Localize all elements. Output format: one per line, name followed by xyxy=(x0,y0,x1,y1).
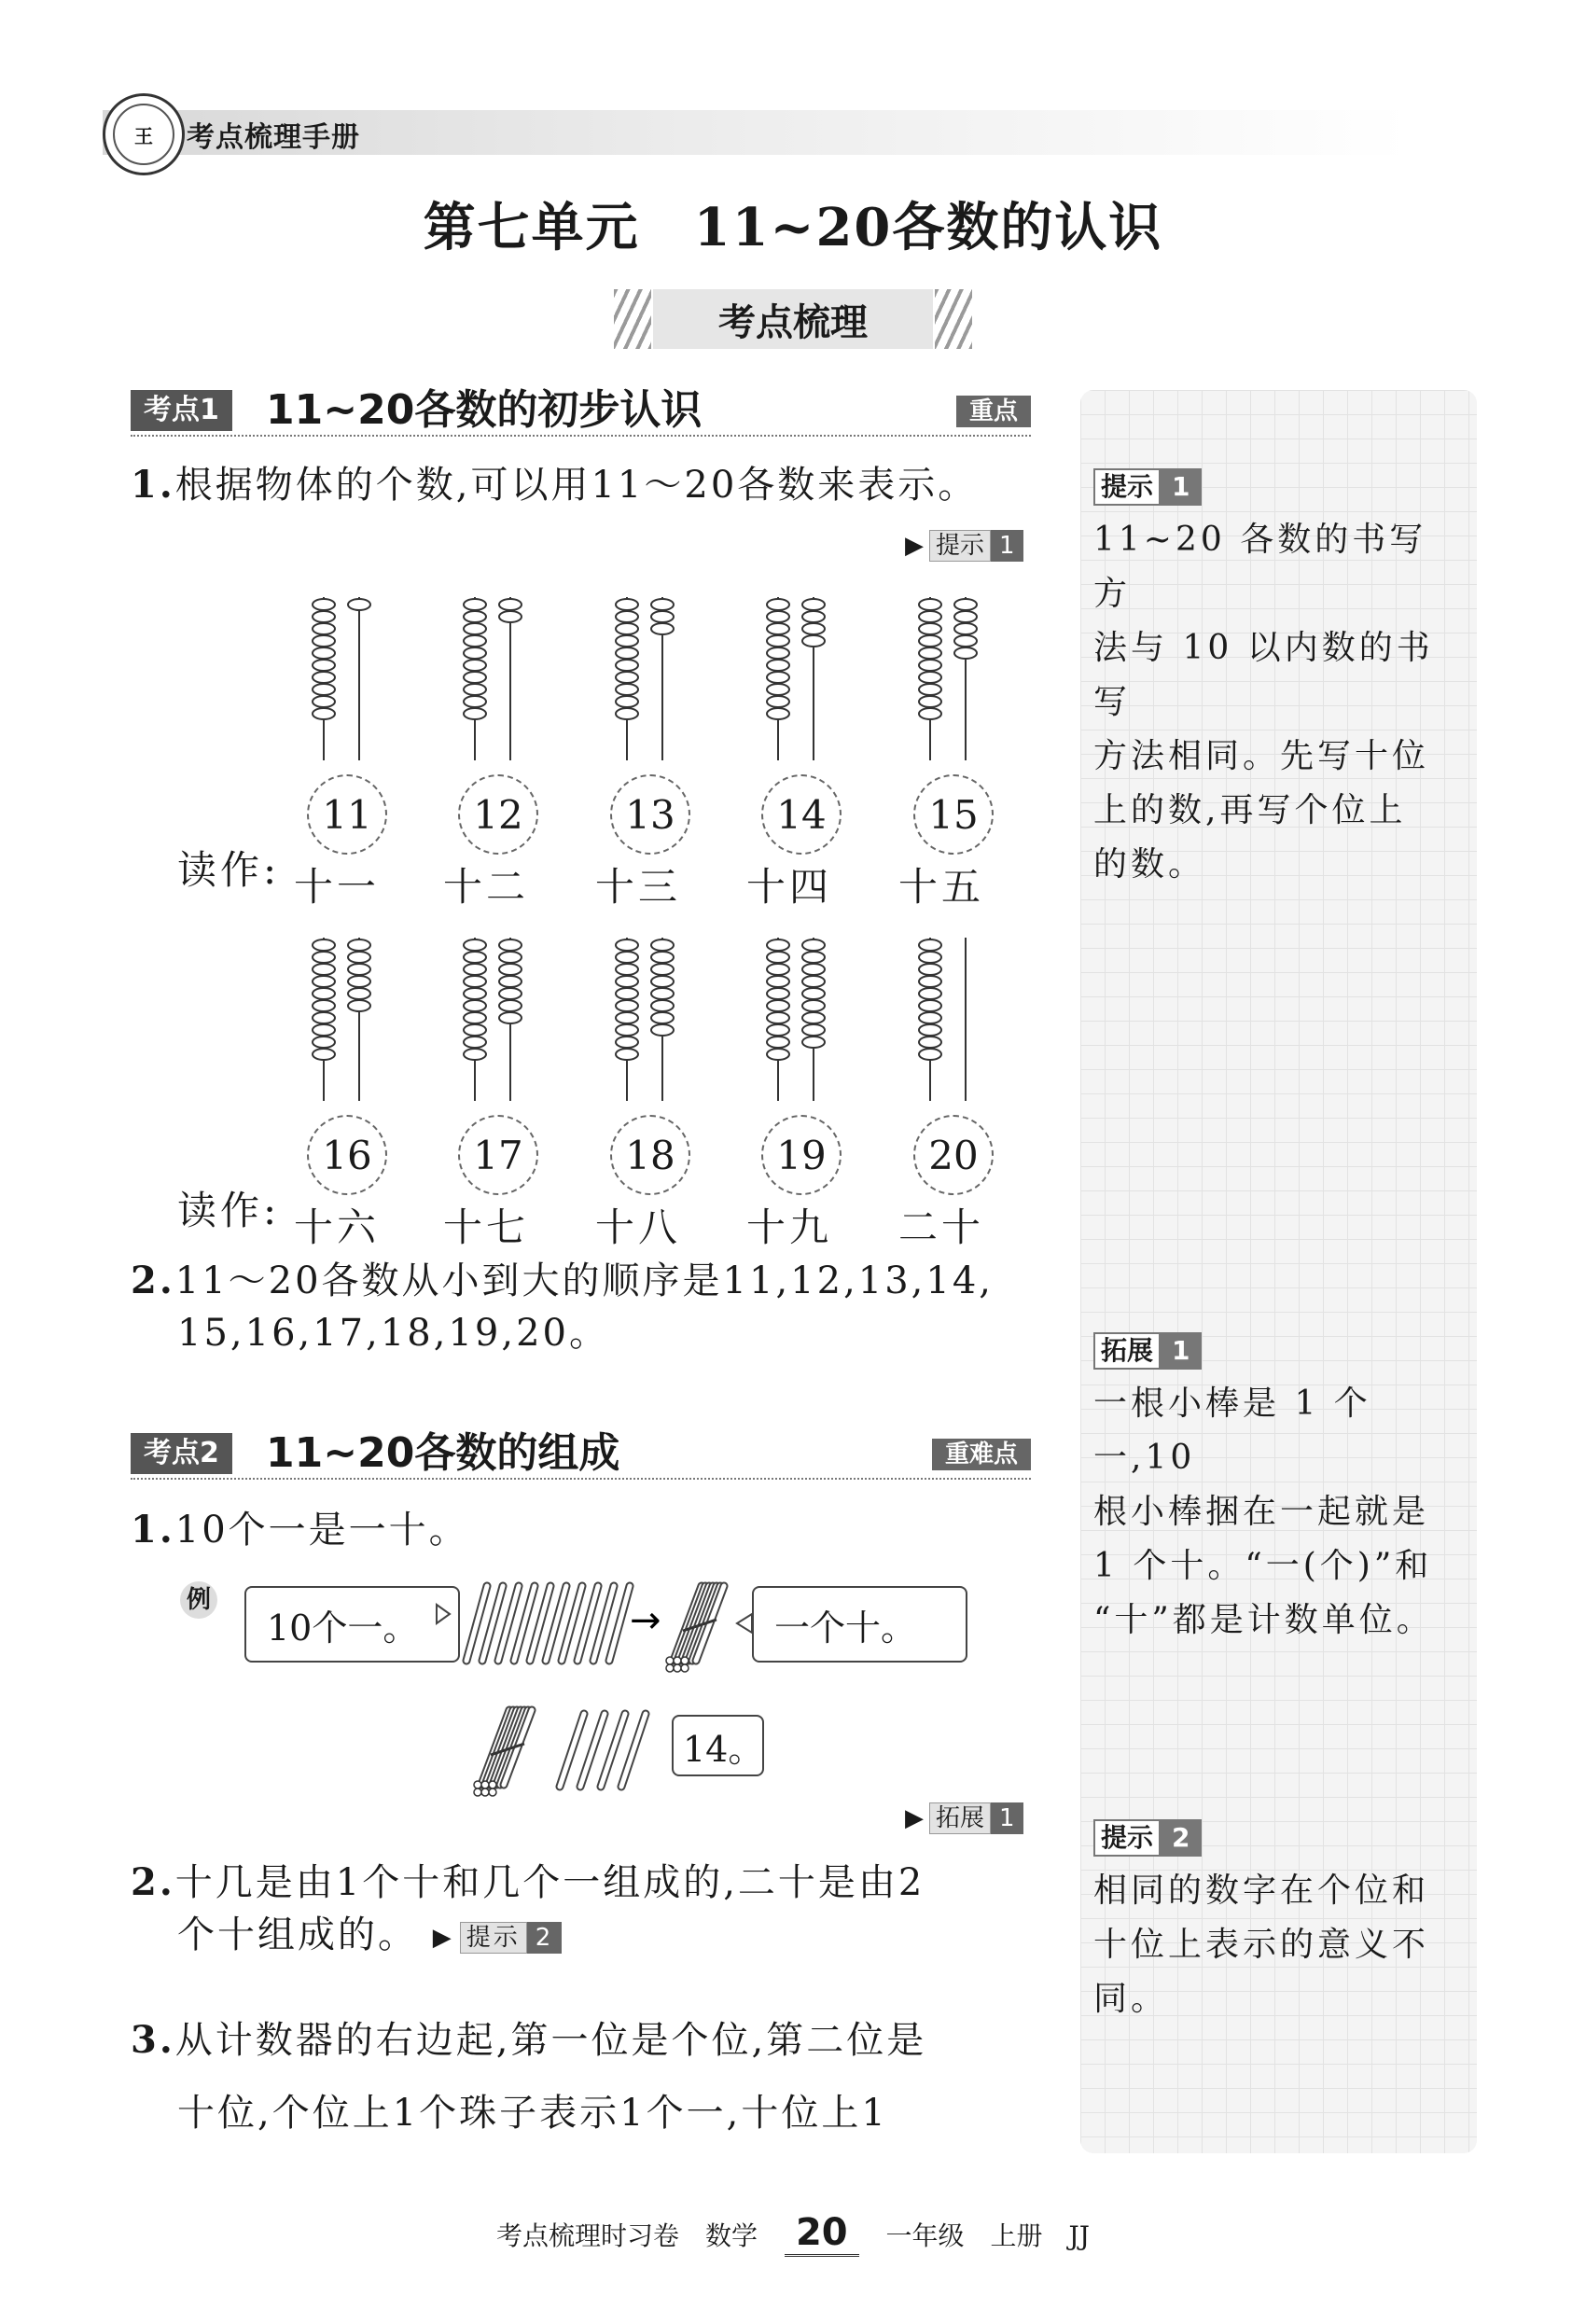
abacus-bead xyxy=(651,611,674,622)
abacus-icon xyxy=(910,588,994,765)
bubble-tail-left xyxy=(737,1614,752,1633)
logo-seal-icon: 王 xyxy=(113,104,174,165)
kaodian1-badge: 重点 xyxy=(956,396,1031,427)
abacus-bead xyxy=(919,952,941,963)
tip1-reference[interactable] xyxy=(905,530,1023,562)
fourteen-sticks-illustration xyxy=(466,1693,681,1805)
abacus-bead xyxy=(464,635,486,647)
side-tip1-text xyxy=(1093,513,1462,892)
abacus-bead xyxy=(313,1037,335,1048)
kaodian1-underline xyxy=(131,435,1031,437)
abacus-bead xyxy=(954,599,977,610)
stick-end xyxy=(674,1657,681,1664)
reading-text: 十五 xyxy=(898,864,985,910)
abacus-bead xyxy=(348,939,370,951)
abacus-bead xyxy=(954,635,977,647)
abacus-bead xyxy=(348,599,370,610)
abacus-bead xyxy=(919,1037,941,1048)
abacus-bead xyxy=(616,1024,638,1036)
abacus-bead xyxy=(651,952,674,963)
abacus-icon xyxy=(758,928,842,1106)
number-circle: 11 xyxy=(307,774,387,855)
line: 法与 10 以内数的书写 xyxy=(1093,629,1434,721)
read-prefix-2: 读作: xyxy=(177,1188,281,1233)
abacus-bead xyxy=(919,976,941,987)
ref-label: 提示 xyxy=(460,1922,527,1954)
side-ext1-tag xyxy=(1093,1332,1202,1370)
abacus-bead xyxy=(616,976,638,987)
abacus-bead xyxy=(464,988,486,999)
abacus-bead xyxy=(802,1000,825,1011)
side-tip2-text xyxy=(1093,1864,1462,2026)
abacus-bead xyxy=(616,611,638,622)
abacus-bead xyxy=(767,939,789,951)
abacus-icon xyxy=(303,928,387,1106)
tag-number: 1 xyxy=(1161,1332,1201,1370)
kp2-item3 xyxy=(131,2004,1054,2150)
abacus-bead xyxy=(767,1000,789,1011)
item-text-cont: 个十组成的。 xyxy=(177,1913,418,1956)
stick-end xyxy=(666,1664,674,1672)
abacus-bead xyxy=(616,988,638,999)
abacus-bead xyxy=(919,708,941,719)
abacus-bead xyxy=(499,1012,522,1023)
abacus-bead xyxy=(464,976,486,987)
reading-text: 十四 xyxy=(746,864,833,910)
stick-end xyxy=(481,1781,489,1788)
play-arrow-icon: ▶ xyxy=(432,1924,454,1952)
abacus-bead xyxy=(313,952,335,963)
side-tip2 xyxy=(1093,1819,1462,2026)
line: 11~20 各数的书写方 xyxy=(1093,521,1427,613)
abacus-bead xyxy=(767,599,789,610)
abacus-bead xyxy=(919,599,941,610)
abacus-bead xyxy=(616,939,638,951)
abacus-bead xyxy=(499,952,522,963)
ref-label: 拓展 xyxy=(929,1802,991,1834)
footer-book-title: 考点梳理时习卷 数学 xyxy=(496,2220,758,2251)
example-tag: 例 xyxy=(180,1581,217,1619)
reading-text: 十二 xyxy=(443,864,530,910)
abacus-bead xyxy=(313,623,335,634)
tag-number: 1 xyxy=(1161,468,1201,506)
abacus-bead xyxy=(464,660,486,671)
abacus-bead xyxy=(464,611,486,622)
side-tip1 xyxy=(1093,468,1462,892)
line: 一根小棒是 1 个一,10 xyxy=(1093,1385,1371,1477)
abacus-bead xyxy=(919,964,941,975)
stick-end xyxy=(674,1664,681,1672)
abacus-bead xyxy=(802,976,825,987)
play-arrow-icon: ▶ xyxy=(905,532,924,560)
abacus-bead xyxy=(651,964,674,975)
abacus-bead xyxy=(464,964,486,975)
line: “十”都是计数单位。 xyxy=(1093,1601,1434,1639)
abacus-bead xyxy=(767,1037,789,1048)
abacus-bead xyxy=(464,599,486,610)
abacus-bead xyxy=(348,976,370,987)
number-circle: 14 xyxy=(761,774,842,855)
abacus-bead xyxy=(464,1037,486,1048)
abacus-bead xyxy=(651,1012,674,1023)
number-circle: 20 xyxy=(913,1115,994,1195)
abacus-bead xyxy=(802,611,825,622)
abacus-bead xyxy=(802,1024,825,1036)
abacus-bead xyxy=(767,684,789,695)
kaodian2-badge: 重难点 xyxy=(932,1439,1031,1470)
footer-grade: 一年级 上册 JJ xyxy=(885,2220,1090,2251)
abacus-icon xyxy=(303,588,387,765)
reading-text: 十八 xyxy=(595,1204,682,1250)
line: 同。 xyxy=(1093,1980,1169,2018)
abacus-bead xyxy=(919,623,941,634)
item-number: 2. xyxy=(131,1860,175,1904)
abacus-bead xyxy=(651,1000,674,1011)
ref-number: 1 xyxy=(991,530,1023,562)
abacus-bead xyxy=(616,660,638,671)
abacus-bead xyxy=(802,964,825,975)
abacus-icon xyxy=(910,928,994,1106)
abacus-bead xyxy=(499,1000,522,1011)
section-banner xyxy=(653,289,933,349)
item-number: 1. xyxy=(131,463,175,507)
tip2-reference[interactable] xyxy=(433,1912,563,1964)
abacus-bead xyxy=(616,964,638,975)
abacus-bead xyxy=(919,1049,941,1060)
abacus-bead xyxy=(767,696,789,707)
abacus-icon xyxy=(758,588,842,765)
stick-end xyxy=(681,1657,689,1664)
abacus-icon xyxy=(454,588,538,765)
four-single-sticks xyxy=(560,1714,646,1787)
abacus-bead xyxy=(348,988,370,999)
stick-end xyxy=(489,1788,496,1796)
kaodian1-title: 11~20各数的初步认识 xyxy=(266,386,703,434)
item-number: 3. xyxy=(131,2018,175,2062)
item-text-cont: 十位,个位上1个珠子表示1个一,十位上1 xyxy=(177,2092,888,2135)
abacus-bead xyxy=(651,599,674,610)
bubble-ten-ones-text: 10个一。 xyxy=(267,1607,419,1649)
abacus-bead xyxy=(919,1000,941,1011)
kp1-item2 xyxy=(131,1255,1054,1359)
abacus-bead xyxy=(313,635,335,647)
item-text: 十几是由1个十和几个一组成的,二十是由2 xyxy=(174,1861,925,1904)
abacus-bead xyxy=(313,660,335,671)
stick-bundle-1 xyxy=(666,1586,724,1672)
kaodian2-tag: 考点2 xyxy=(131,1433,232,1474)
abacus-bead xyxy=(313,672,335,683)
abacus-bead xyxy=(651,988,674,999)
line: 相同的数字在个位和 xyxy=(1093,1872,1430,1910)
abacus-bead xyxy=(802,1012,825,1023)
reading-text: 十六 xyxy=(294,1204,381,1250)
number-circle: 13 xyxy=(610,774,690,855)
abacus-bead xyxy=(616,623,638,634)
reading-text: 十七 xyxy=(443,1204,530,1250)
abacus-bead xyxy=(499,611,522,622)
abacus-bead xyxy=(313,684,335,695)
ref-number: 2 xyxy=(527,1922,563,1954)
kp2-item2 xyxy=(131,1857,1054,1964)
abacus-bead xyxy=(464,696,486,707)
abacus-bead xyxy=(616,1000,638,1011)
arrow-icon: → xyxy=(630,1599,661,1642)
stick-end xyxy=(666,1657,674,1664)
brand-logo xyxy=(103,93,185,175)
abacus-bead xyxy=(802,952,825,963)
abacus-bead xyxy=(919,684,941,695)
abacus-bead xyxy=(802,623,825,634)
abacus-bead xyxy=(919,647,941,659)
item-text: 从计数器的右边起,第一位是个位,第二位是 xyxy=(174,2019,927,2062)
reading-text: 十一 xyxy=(294,864,381,910)
abacus-bead xyxy=(464,952,486,963)
abacus-bead xyxy=(767,647,789,659)
header-label: 考点梳理手册 xyxy=(187,121,360,154)
abacus-bead xyxy=(313,1000,335,1011)
line: 的数。 xyxy=(1093,845,1206,884)
stick-end xyxy=(481,1788,489,1796)
abacus-icon xyxy=(454,928,538,1106)
abacus-bead xyxy=(767,976,789,987)
bubble-fourteen-text: 14。 xyxy=(683,1728,764,1770)
abacus-bead xyxy=(464,1049,486,1060)
abacus-bead xyxy=(802,939,825,951)
number-circle: 19 xyxy=(761,1115,842,1195)
abacus-bead xyxy=(464,1024,486,1036)
abacus-bead xyxy=(919,1012,941,1023)
abacus-bead xyxy=(802,599,825,610)
abacus-bead xyxy=(616,952,638,963)
abacus-bead xyxy=(616,647,638,659)
ten-single-sticks xyxy=(482,1586,630,1661)
abacus-bead xyxy=(919,660,941,671)
number-circle: 16 xyxy=(307,1115,387,1195)
abacus-bead xyxy=(499,976,522,987)
line: 方法相同。先写十位 xyxy=(1093,737,1430,775)
abacus-bead xyxy=(802,1037,825,1048)
abacus-bead xyxy=(651,976,674,987)
abacus-bead xyxy=(313,696,335,707)
abacus-bead xyxy=(616,599,638,610)
abacus-bead xyxy=(802,635,825,647)
abacus-bead xyxy=(616,672,638,683)
item-text: 11～20各数从小到大的顺序是11,12,13,14, xyxy=(174,1259,995,1302)
number-circle: 15 xyxy=(913,774,994,855)
kaodian1-tag: 考点1 xyxy=(131,390,232,431)
stick-bundle-2 xyxy=(474,1710,532,1796)
bubble-tail-right xyxy=(437,1605,450,1623)
abacus-bead xyxy=(767,1049,789,1060)
abacus-bead xyxy=(919,1024,941,1036)
abacus-icon xyxy=(606,928,690,1106)
abacus-bead xyxy=(499,939,522,951)
tag-number: 2 xyxy=(1161,1819,1201,1857)
abacus-bead xyxy=(313,939,335,951)
number-circle: 17 xyxy=(458,1115,538,1195)
item-text: 10个一是一十。 xyxy=(174,1509,469,1552)
abacus-bead xyxy=(313,708,335,719)
abacus-bead xyxy=(499,599,522,610)
abacus-bead xyxy=(954,647,977,659)
abacus-bead xyxy=(348,1000,370,1011)
abacus-bead xyxy=(767,1012,789,1023)
read-prefix-1: 读作: xyxy=(177,847,281,893)
item-text: 根据物体的个数,可以用11～20各数来表示。 xyxy=(174,464,979,507)
abacus-bead xyxy=(313,1024,335,1036)
hatch-decoration-right xyxy=(935,289,972,349)
abacus-bead xyxy=(919,988,941,999)
abacus-bead xyxy=(919,672,941,683)
abacus-bead xyxy=(313,1049,335,1060)
abacus-bead xyxy=(313,1012,335,1023)
side-ext1-text xyxy=(1093,1377,1462,1648)
abacus-bead xyxy=(616,684,638,695)
abacus-bead xyxy=(313,976,335,987)
bubble-ten-ones xyxy=(244,1586,460,1663)
abacus-bead xyxy=(348,964,370,975)
abacus-bead xyxy=(348,952,370,963)
abacus-bead xyxy=(313,599,335,610)
stick-end xyxy=(474,1781,481,1788)
abacus-bead xyxy=(464,708,486,719)
abacus-bead xyxy=(616,1012,638,1023)
tag-label: 提示 xyxy=(1093,1819,1161,1857)
abacus-bead xyxy=(313,964,335,975)
abacus-bead xyxy=(767,623,789,634)
side-tip2-tag xyxy=(1093,1819,1202,1857)
abacus-bead xyxy=(919,611,941,622)
abacus-bead xyxy=(464,939,486,951)
abacus-bead xyxy=(651,1024,674,1036)
abacus-bead xyxy=(767,708,789,719)
hatch-decoration-left xyxy=(614,289,651,349)
item-text-cont: 15,16,17,18,19,20。 xyxy=(177,1312,609,1355)
abacus-icon xyxy=(606,588,690,765)
abacus-bead xyxy=(767,988,789,999)
abacus-bead xyxy=(464,684,486,695)
kaodian1-header xyxy=(131,384,1031,437)
stick-end xyxy=(474,1788,481,1796)
abacus-bead xyxy=(616,696,638,707)
abacus-bead xyxy=(954,611,977,622)
abacus-bead xyxy=(464,623,486,634)
reading-text: 十三 xyxy=(595,864,682,910)
bubble-one-ten-text: 一个十。 xyxy=(774,1607,917,1649)
abacus-bead xyxy=(767,952,789,963)
reading-text: 二十 xyxy=(898,1204,985,1250)
section-banner-label: 考点梳理 xyxy=(718,300,868,344)
ref-number: 1 xyxy=(991,1802,1023,1834)
item-number: 1. xyxy=(131,1508,175,1552)
kp1-item1 xyxy=(131,459,1045,511)
number-circle: 12 xyxy=(458,774,538,855)
unit-title: 第七单元 11~20各数的认识 xyxy=(423,197,1163,258)
abacus-bead xyxy=(651,623,674,634)
line: 根小棒捆在一起就是 xyxy=(1093,1493,1430,1531)
abacus-bead xyxy=(616,635,638,647)
abacus-bead xyxy=(767,1024,789,1036)
abacus-bead xyxy=(767,964,789,975)
ext1-reference[interactable] xyxy=(905,1802,1023,1834)
abacus-bead xyxy=(313,647,335,659)
abacus-bead xyxy=(464,647,486,659)
page-number: 20 xyxy=(785,2211,859,2257)
bundle-icon xyxy=(666,1586,724,1672)
abacus-bead xyxy=(313,611,335,622)
number-circle: 18 xyxy=(610,1115,690,1195)
side-ext1 xyxy=(1093,1332,1462,1648)
reading-text: 十九 xyxy=(746,1204,833,1250)
stick-end xyxy=(681,1664,689,1672)
abacus-bead xyxy=(919,635,941,647)
abacus-bead xyxy=(616,1049,638,1060)
tag-label: 提示 xyxy=(1093,468,1161,506)
line: 上的数,再写个位上 xyxy=(1093,791,1407,829)
abacus-bead xyxy=(313,988,335,999)
line: 1 个十。“一(个)”和 xyxy=(1093,1547,1433,1585)
abacus-bead xyxy=(616,708,638,719)
page-footer xyxy=(0,2211,1586,2257)
abacus-bead xyxy=(499,988,522,999)
stick-end xyxy=(489,1781,496,1788)
side-tip1-tag xyxy=(1093,468,1202,506)
tag-label: 拓展 xyxy=(1093,1332,1161,1370)
abacus-bead xyxy=(919,696,941,707)
kaodian2-title: 11~20各数的组成 xyxy=(266,1429,620,1477)
line: 十位上表示的意义不 xyxy=(1093,1926,1430,1964)
item-number: 2. xyxy=(131,1259,175,1302)
ref-label: 提示 xyxy=(929,530,991,562)
abacus-bead xyxy=(651,939,674,951)
bubble-one-ten xyxy=(752,1586,967,1663)
play-arrow-icon: ▶ xyxy=(905,1804,924,1832)
abacus-bead xyxy=(767,672,789,683)
abacus-bead xyxy=(499,964,522,975)
abacus-bead xyxy=(767,660,789,671)
kaodian2-header xyxy=(131,1427,1031,1480)
abacus-bead xyxy=(919,939,941,951)
abacus-bead xyxy=(767,635,789,647)
abacus-bead xyxy=(464,1012,486,1023)
abacus-bead xyxy=(954,623,977,634)
kaodian2-underline xyxy=(131,1478,1031,1480)
abacus-bead xyxy=(464,1000,486,1011)
abacus-bead xyxy=(464,672,486,683)
kp2-item1 xyxy=(131,1504,469,1556)
abacus-bead xyxy=(767,611,789,622)
abacus-bead xyxy=(616,1037,638,1048)
bubble-fourteen xyxy=(672,1715,764,1776)
abacus-bead xyxy=(802,988,825,999)
